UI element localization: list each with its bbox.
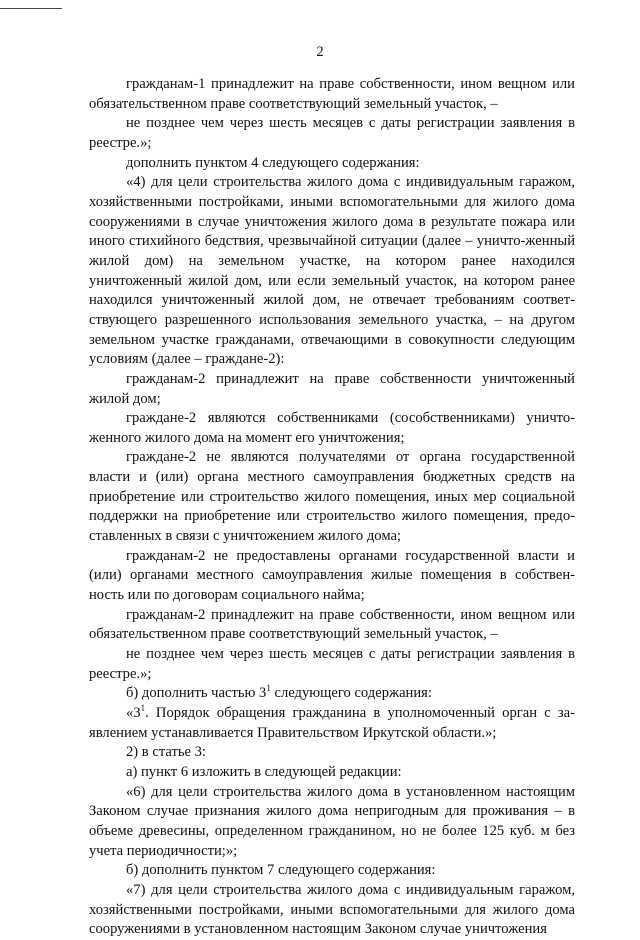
superscript: 1	[266, 683, 271, 694]
paragraph-part-3-1	[89, 684, 575, 704]
paragraph: не позднее чем через шесть месяцев с даты регистрации заявления в реестре.»;	[89, 646, 575, 682]
paragraph-text: следующего содержания:	[270, 685, 432, 702]
paragraph-part-3-1-text	[89, 704, 575, 743]
paragraph: «7) для цели строительства жилого дома с индивидуальным гаражом, хозяйственными постройками, иными вспомогательными для жилого дома сооружениями в установленном настоящим Законом случае уничтожения	[89, 881, 575, 938]
paragraph-text: «3	[126, 705, 141, 721]
page-number: 2	[316, 44, 324, 60]
paragraph: гражданам-2 принадлежит на праве собственности, ином вещном или обязательственном праве соответствующий земельный участок, –	[89, 606, 575, 643]
paragraph: гражданам-1 принадлежит на праве собственности, ином вещном или обязательственном праве соответствующий земельный участок, –	[89, 76, 575, 112]
paragraph-text: б) дополнить частью 3	[126, 685, 267, 702]
paragraph: гражданам-2 принадлежит на праве собственности уничтоженный жилой дом;	[89, 370, 575, 407]
body-text	[89, 75, 575, 940]
paragraph: «6) для цели строительства жилого дома в установленном настоящим Законом случае признания жилого дома непригодным для проживания – в объеме древесины, определенном гражданином, но не более 125 куб. м без учета периодичности;»;	[89, 783, 575, 859]
paragraph: граждане-2 являются собственниками (сособственниками) уничто-женного жилого дома на момент его уничтожения;	[89, 410, 575, 446]
corner-rule	[0, 8, 62, 9]
superscript: 1	[140, 703, 146, 714]
paragraph: а) пункт 6 изложить в следующей редакции:	[126, 763, 402, 780]
paragraph: б) дополнить пунктом 7 следующего содержания:	[126, 862, 436, 879]
paragraph: граждане-2 не являются получателями от органа государственной власти и (или) органа местного самоуправления бюджетных средств на приобретение или строительство жилого помещения, иных мер социальной поддержки на приобретение или строительство жилого помещения, предо-ставленных в связи с уничтожением жилого дома;	[89, 449, 575, 545]
paragraph: не позднее чем через шесть месяцев с даты регистрации заявления в реестре.»;	[89, 115, 575, 151]
paragraph: дополнить пунктом 4 следующего содержания:	[126, 154, 420, 171]
paragraph: «4) для цели строительства жилого дома с индивидуальным гаражом, хозяйственными постройками, иными вспомогательными для жилого дома сооружениями в случае уничтожения жилого дома в результате пожара или иного стихийного бедствия, чрезвычайной ситуации (далее – уничто-женный жилой дом) на земельном участке, на котором ранее находился уничтоженный жилой дом, или если земельный участок, на котором ранее находился уничтоженный жилой дом, не отвечает требованиям соответ-ствующего разрешенного использования земельного участка, – на другом земельном участке гражданами, отвечающими в совокупности следующим условиям (далее – граждане-2):	[89, 174, 575, 368]
paragraph: гражданам-2 не предоставлены органами государственной власти и (или) органами местного самоуправления жилые помещения в собствен-ность или по договорам социального найма;	[89, 547, 575, 604]
paragraph-text: . Порядок обращения гражданина в уполномоченный орган с за-явлением устанавливается Правительством Иркутской области.»;	[89, 705, 575, 741]
paragraph: 2) в статье 3:	[126, 744, 206, 761]
